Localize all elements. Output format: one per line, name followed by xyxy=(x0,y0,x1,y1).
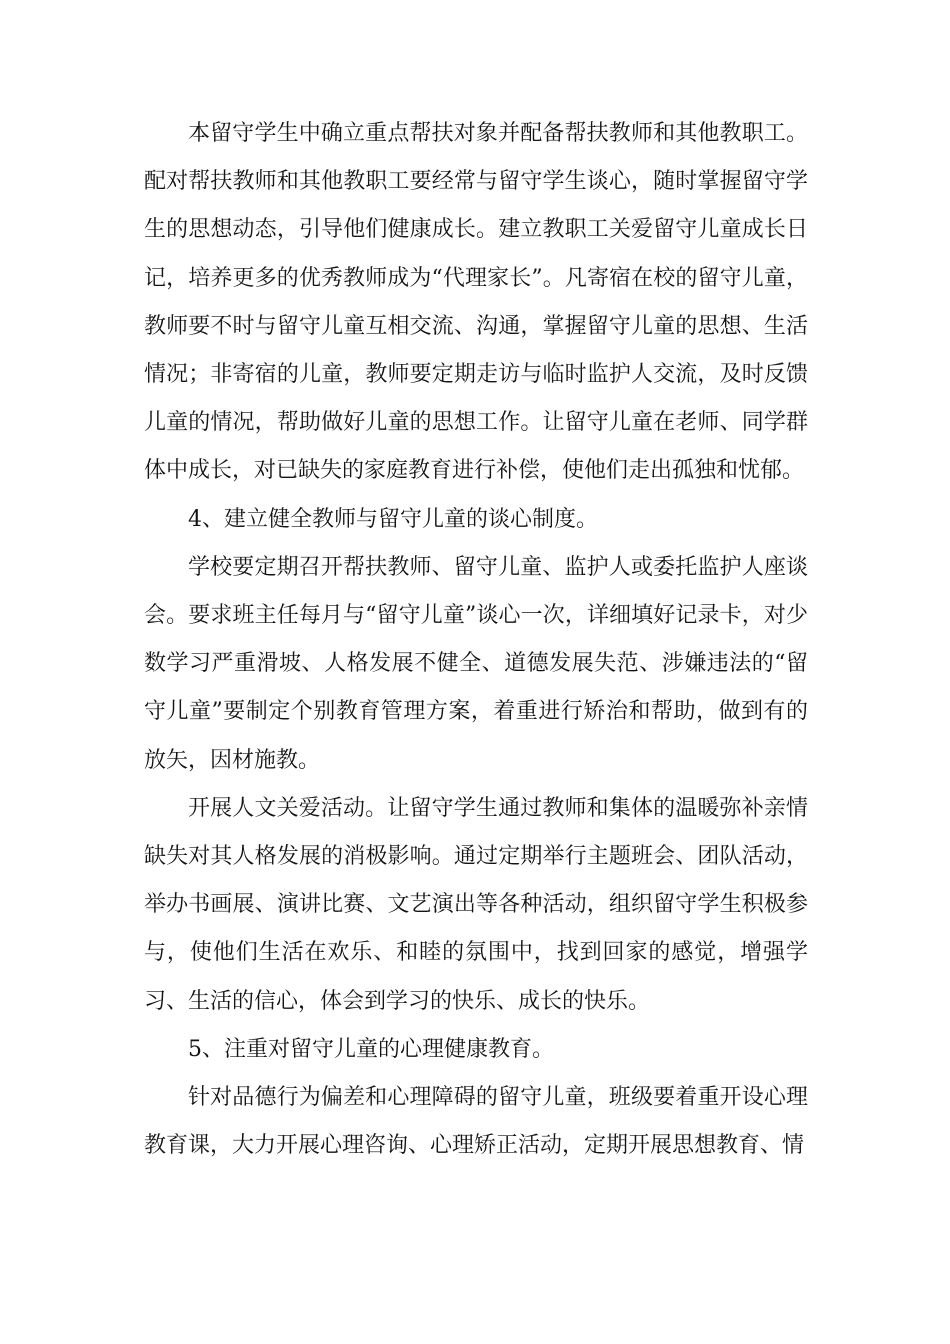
paragraph-mentoring: 本留守学生中确立重点帮扶对象并配备帮扶教师和其他教职工。配对帮扶教师和其他教职工要经常与留守学生谈心，随时掌握留守学生的思想动态，引导他们健康成长。建立教职工关爱留守儿童成长日记，培养更多的优秀教师成为“代理家长”。凡寄宿在校的留守儿童，教师要不时与留守儿童互相交流、沟通，掌握留守儿童的思想、生活情况；非寄宿的儿童，教师要定期走访与临时监护人交流，及时反馈儿童的情况，帮助做好儿童的思想工作。让留守儿童在老师、同学群体中成长，对已缺失的家庭教育进行补偿，使他们走出孤独和忧郁。 xyxy=(144,121,808,484)
heading-item-4: 4、建立健全教师与留守儿童的谈心制度。 xyxy=(188,506,598,532)
paragraph-humanistic-care: 开展人文关爱活动。让留守学生通过教师和集体的温暖弥补亲情缺失对其人格发展的消极影响。通过定期举行主题班会、团队活动，举办书画展、演讲比赛、文艺演出等各种活动，组织留守学生积极参与，使他们生活在欢乐、和睦的氛围中，找到回家的感觉，增强学习、生活的信心，体会到学习的快乐、成长的快乐。 xyxy=(144,795,808,1014)
paragraph-heart-to-heart: 学校要定期召开帮扶教师、留守儿童、监护人或委托监护人座谈会。要求班主任每月与“留守儿童”谈心一次，详细填好记录卡，对少数学习严重滑坡、人格发展不健全、道德发展失范、涉嫌违法的“留守儿童”要制定个别教育管理方案，着重进行矫治和帮助，做到有的放矢，因材施教。 xyxy=(144,554,808,773)
document-body xyxy=(144,110,808,1170)
paragraph-mental-health: 针对品德行为偏差和心理障碍的留守儿童，班级要着重开设心理教育课，大力开展心理咨询、心理矫正活动，定期开展思想教育、情 xyxy=(144,1085,808,1159)
heading-item-5: 5、注重对留守儿童的心理健康教育。 xyxy=(188,1036,554,1062)
